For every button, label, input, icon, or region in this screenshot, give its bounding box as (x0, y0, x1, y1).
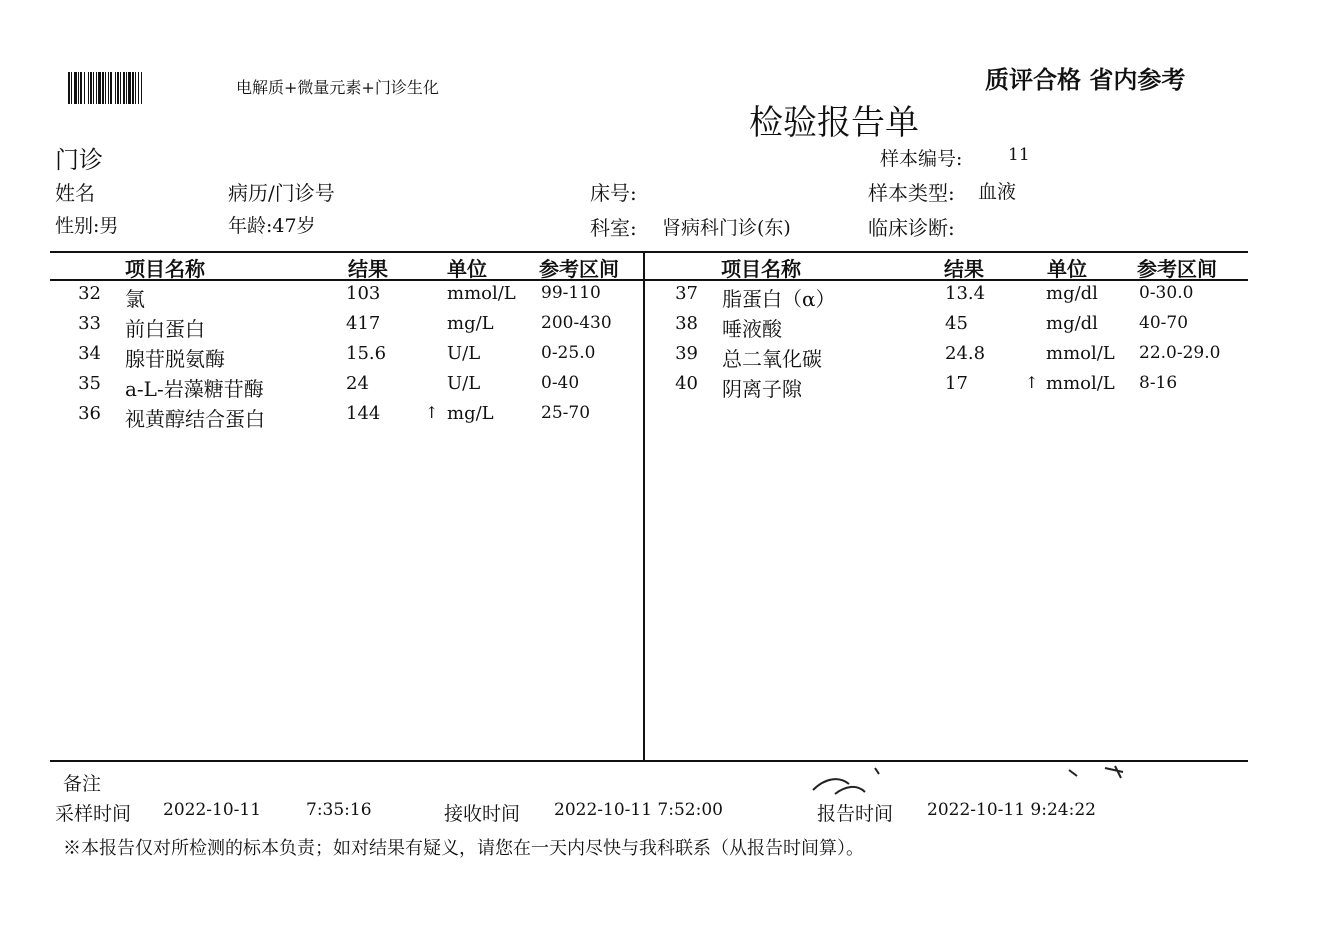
sampling-date: 2022-10-11 (163, 800, 262, 820)
item-ref-range: 0-30.0 (1139, 283, 1194, 303)
item-result: 45 (945, 313, 968, 334)
item-name: a-L-岩藻糖苷酶 (125, 377, 264, 401)
report-time-value: 2022-10-11 9:24:22 (927, 800, 1096, 820)
item-ref-range: 8-16 (1139, 373, 1178, 393)
item-number: 33 (78, 313, 101, 334)
item-unit: U/L (447, 343, 481, 364)
received-time-value: 2022-10-11 7:52:00 (554, 800, 723, 820)
patient-type: 门诊 (55, 146, 103, 174)
header-unit-right: 单位 (1047, 257, 1087, 281)
table-row (0, 373, 1324, 403)
item-name: 视黄醇结合蛋白 (125, 407, 265, 431)
signature-image (805, 764, 1135, 804)
item-number: 38 (675, 313, 698, 334)
report-time-label: 报告时间 (817, 803, 894, 825)
item-ref-range: 99-110 (541, 283, 601, 303)
name-label: 姓名 (55, 181, 95, 205)
header-result-left: 结果 (348, 257, 388, 281)
item-unit: mmol/L (447, 283, 516, 304)
item-ref-range: 0-25.0 (541, 343, 596, 363)
item-unit: mmol/L (1046, 343, 1115, 364)
page-title: 检验报告单 (749, 103, 919, 143)
test-group-label: 电解质+微量元素+门诊生化 (236, 78, 439, 97)
item-name: 阴离子隙 (722, 377, 802, 401)
item-result: 417 (346, 313, 381, 334)
sampling-time-label: 采样时间 (55, 803, 132, 825)
dept-label: 科室: (590, 216, 637, 240)
table-row (0, 403, 1324, 433)
sampling-time: 7:35:16 (306, 800, 372, 820)
diagnosis-label: 临床诊断: (868, 216, 955, 240)
header-name-left: 项目名称 (125, 257, 205, 281)
item-name: 脂蛋白（α） (722, 287, 836, 311)
item-result: 144 (346, 403, 381, 424)
item-result: 24.8 (945, 343, 986, 364)
item-number: 32 (78, 283, 101, 304)
header-name-right: 项目名称 (721, 257, 801, 281)
item-result: 13.4 (945, 283, 986, 304)
item-unit: mg/L (447, 313, 494, 334)
item-unit: U/L (447, 373, 481, 394)
item-name: 前白蛋白 (125, 317, 205, 341)
item-result: 15.6 (346, 343, 387, 364)
item-number: 40 (675, 373, 698, 394)
item-number: 34 (78, 343, 101, 364)
item-unit: mg/dl (1046, 313, 1098, 334)
barcode-icon (68, 72, 201, 104)
received-time-label: 接收时间 (444, 803, 521, 825)
item-number: 36 (78, 403, 101, 424)
item-ref-range: 22.0-29.0 (1139, 343, 1221, 363)
age-field: 年龄:47岁 (228, 215, 316, 237)
item-result: 17 (945, 373, 968, 394)
item-result: 24 (346, 373, 369, 394)
item-name: 腺苷脱氨酶 (125, 347, 225, 371)
sample-no-value: 11 (1008, 145, 1030, 165)
header-ref-right: 参考区间 (1137, 257, 1217, 281)
sample-type-value: 血液 (978, 181, 1017, 203)
table-bottom-rule (50, 760, 1248, 762)
item-ref-range: 25-70 (541, 403, 591, 423)
remarks-label: 备注 (63, 773, 102, 795)
item-number: 39 (675, 343, 698, 364)
header-result-right: 结果 (944, 257, 984, 281)
sample-type-label: 样本类型: (868, 181, 955, 205)
table-row (0, 313, 1324, 343)
item-ref-range: 200-430 (541, 313, 612, 333)
item-name: 唾液酸 (722, 317, 782, 341)
item-unit: mg/dl (1046, 283, 1098, 304)
disclaimer-text: ※本报告仅对所检测的标本负责；如对结果有疑义，请您在一天内尽快与我科联系（从报告时间算）。 (63, 838, 864, 859)
item-ref-range: 40-70 (1139, 313, 1189, 333)
table-row (0, 343, 1324, 373)
item-unit: mg/L (447, 403, 494, 424)
high-flag-icon: ↑ (1025, 373, 1039, 392)
item-name: 氯 (125, 287, 145, 311)
header-ref-left: 参考区间 (539, 257, 619, 281)
bed-label: 床号: (590, 181, 637, 205)
item-ref-range: 0-40 (541, 373, 580, 393)
item-unit: mmol/L (1046, 373, 1115, 394)
header-unit-left: 单位 (447, 257, 487, 281)
quality-badge: 质评合格 省内参考 (985, 66, 1186, 94)
record-label: 病历/门诊号 (228, 181, 335, 205)
item-name: 总二氧化碳 (722, 347, 822, 371)
table-row (0, 283, 1324, 313)
sample-no-label: 样本编号: (880, 148, 963, 170)
item-number: 37 (675, 283, 698, 304)
item-number: 35 (78, 373, 101, 394)
sex-field: 性别:男 (55, 215, 119, 237)
dept-value: 肾病科门诊(东) (662, 217, 791, 239)
item-result: 103 (346, 283, 381, 304)
high-flag-icon: ↑ (425, 403, 439, 422)
